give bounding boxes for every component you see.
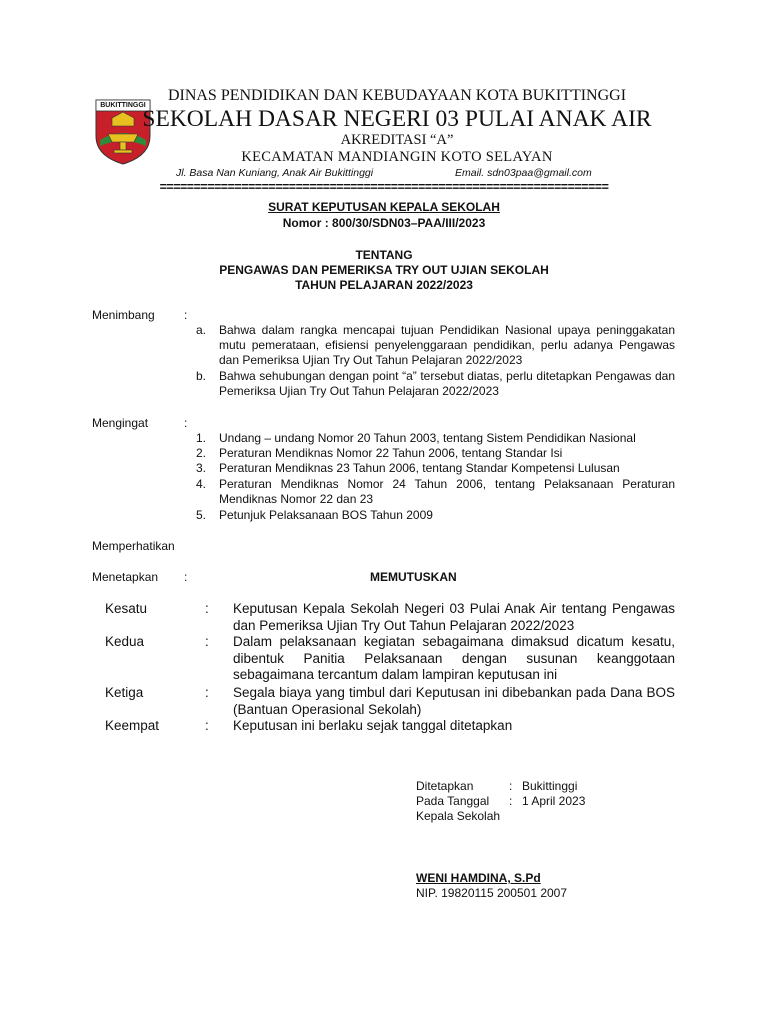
decision-label-kedua: Kedua — [105, 634, 145, 649]
mengingat-item-4: Peraturan Mendiknas Nomor 24 Tahun 2006, tentang Pelaksanaan Peraturan Mendiknas Nomor 22 dan 23 — [219, 477, 675, 506]
mengingat-marker-5: 5. — [196, 508, 207, 522]
mengingat-marker-4: 4. — [196, 477, 207, 491]
signature-position: Kepala Sekolah — [416, 809, 501, 823]
signature-nip: NIP. 19820115 200501 2007 — [416, 886, 568, 900]
signature-place-colon: : — [509, 779, 513, 793]
address: Jl. Basa Nan Kuniang, Anak Air Bukittinggi — [176, 167, 374, 179]
menimbang-marker-a: a. — [196, 323, 207, 337]
decision-text-kesatu: Keputusan Kepala Sekolah Negeri 03 Pulai Anak Air tentang Pengawas dan Pemeriksa Ujian Try Out Tahun Pelajaran 2022/2023 — [233, 601, 675, 633]
about-label: TENTANG — [355, 248, 413, 262]
mengingat-marker-2: 2. — [196, 446, 207, 460]
decision-label-ketiga: Ketiga — [105, 685, 144, 700]
decision-label-keempat: Keempat — [105, 718, 160, 733]
decision-colon-kedua: : — [205, 634, 209, 649]
decision-text-keempat: Keputusan ini berlaku sejak tanggal ditetapkan — [233, 718, 513, 733]
mengingat-marker-1: 1. — [196, 431, 207, 445]
district: KECAMATAN MANDIANGIN KOTO SELAYAN — [241, 149, 553, 165]
menimbang-item-a: Bahwa dalam rangka mencapai tujuan Pendidikan Nasional upaya peninggakatan mutu pemerataan, efisiensi penyelenggaraan pendidikan, perlu adanya Pengawas dan Pemeriksa Ujian Try Out Tahun Pelajaran 2022/2023 — [219, 323, 675, 367]
subject-line-2: TAHUN PELAJARAN 2022/2023 — [295, 278, 473, 292]
menetapkan-colon: : — [184, 570, 188, 584]
mengingat-marker-3: 3. — [196, 461, 207, 475]
decision-text-ketiga: Segala biaya yang timbul dari Keputusan ini dibebankan pada Dana BOS (Bantuan Operasional Sekolah) — [233, 685, 675, 717]
school-name: SEKOLAH DASAR NEGERI 03 PULAI ANAK AIR — [142, 106, 652, 132]
memutuskan-heading: MEMUTUSKAN — [370, 570, 457, 584]
mengingat-item-5: Petunjuk Pelaksanaan BOS Tahun 2009 — [219, 508, 433, 522]
menimbang-colon: : — [184, 308, 188, 322]
decision-colon-ketiga: : — [205, 685, 209, 700]
decision-text-kedua: Dalam pelaksanaan kegiatan sebagaimana dimaksud dicatum kesatu, dibentuk Panitia Pelaksanaan dengan susunan keanggotaan sebagaimana tercantum dalam lampiran keputusan ini — [233, 634, 675, 682]
email: Email. sdn03paa@gmail.com — [455, 167, 592, 179]
signature-date-value: 1 April 2023 — [522, 794, 586, 808]
menetapkan-label: Menetapkan — [92, 570, 159, 584]
menimbang-label: Menimbang — [92, 308, 155, 322]
signature-place-value: Bukittinggi — [522, 779, 578, 793]
memperhatikan-label: Memperhatikan — [92, 539, 175, 553]
signature-name: WENI HAMDINA, S.Pd — [416, 871, 541, 885]
signature-date-colon: : — [509, 794, 513, 808]
letterhead-separator: ================================================================== — [159, 180, 609, 194]
mengingat-item-2: Peraturan Mendiknas Nomor 22 Tahun 2006, tentang Standar Isi — [219, 446, 563, 460]
subject-line-1: PENGAWAS DAN PEMERIKSA TRY OUT UJIAN SEKOLAH — [219, 263, 549, 277]
signature-date-label: Pada Tanggal — [416, 794, 490, 808]
logo-caption: BUKITTINGGI — [100, 102, 146, 109]
mengingat-label: Mengingat — [92, 416, 149, 430]
menimbang-item-b: Bahwa sehubungan dengan point “a” tersebut diatas, perlu ditetapkan Pengawas dan Pemeriksa Ujian Try Out Tahun Pelajaran 2022/2023 — [219, 369, 675, 398]
signature-place-label: Ditetapkan — [416, 779, 474, 793]
decision-colon-kesatu: : — [205, 601, 209, 616]
mengingat-colon: : — [184, 416, 188, 430]
decision-colon-keempat: : — [205, 718, 209, 733]
mengingat-item-3: Peraturan Mendiknas 23 Tahun 2006, tentang Standar Kompetensi Lulusan — [219, 461, 620, 475]
accreditation: AKREDITASI “A” — [340, 132, 454, 148]
decree-heading: SURAT KEPUTUSAN KEPALA SEKOLAH — [268, 200, 500, 214]
mengingat-item-1: Undang – undang Nomor 20 Tahun 2003, tentang Sistem Pendidikan Nasional — [219, 431, 636, 445]
decision-label-kesatu: Kesatu — [105, 601, 148, 616]
decree-number: Nomor : 800/30/SDN03–PAA/III/2023 — [282, 216, 486, 230]
menimbang-marker-b: b. — [196, 369, 207, 383]
agency-name: DINAS PENDIDIKAN DAN KEBUDAYAAN KOTA BUKITTINGGI — [167, 87, 627, 104]
